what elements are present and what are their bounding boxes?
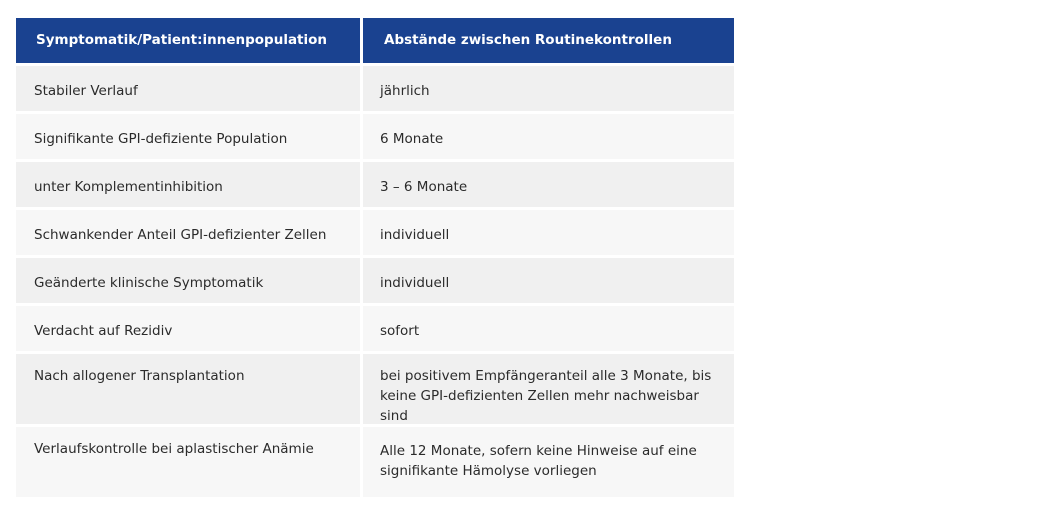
monitoring-intervals-table (16, 18, 734, 500)
table-row (16, 210, 734, 255)
header-interval: Abstände zwischen Routinekontrollen (363, 18, 734, 63)
table-row (16, 258, 734, 303)
interval-cell: sofort (363, 306, 734, 351)
interval-cell: jährlich (363, 66, 734, 111)
population-cell: Verlaufskontrolle bei aplastischer Anämie (16, 427, 360, 497)
population-cell: Verdacht auf Rezidiv (16, 306, 360, 351)
table-row (16, 306, 734, 351)
population-cell: Signifikante GPI-defiziente Population (16, 114, 360, 159)
population-cell: Nach allogener Transplantation (16, 354, 360, 424)
interval-cell: individuell (363, 258, 734, 303)
interval-cell: 3 – 6 Monate (363, 162, 734, 207)
population-cell: Schwankender Anteil GPI-defizienter Zellen (16, 210, 360, 255)
table-row (16, 66, 734, 111)
population-cell: Geänderte klinische Symptomatik (16, 258, 360, 303)
interval-cell: Alle 12 Monate, sofern keine Hinweise auf eine signifikante Hämolyse vorliegen (363, 427, 734, 497)
interval-cell: bei positivem Empfängeranteil alle 3 Monate, bis keine GPI-defizienten Zellen mehr nachweisbar sind (363, 354, 734, 424)
table-row (16, 162, 734, 207)
table-row (16, 354, 734, 424)
table-row (16, 427, 734, 497)
header-population: Symptomatik/Patient:innenpopulation (16, 18, 360, 63)
interval-cell: 6 Monate (363, 114, 734, 159)
table-header-row (16, 18, 734, 63)
population-cell: Stabiler Verlauf (16, 66, 360, 111)
table-row (16, 114, 734, 159)
population-cell: unter Komplementinhibition (16, 162, 360, 207)
interval-cell: individuell (363, 210, 734, 255)
